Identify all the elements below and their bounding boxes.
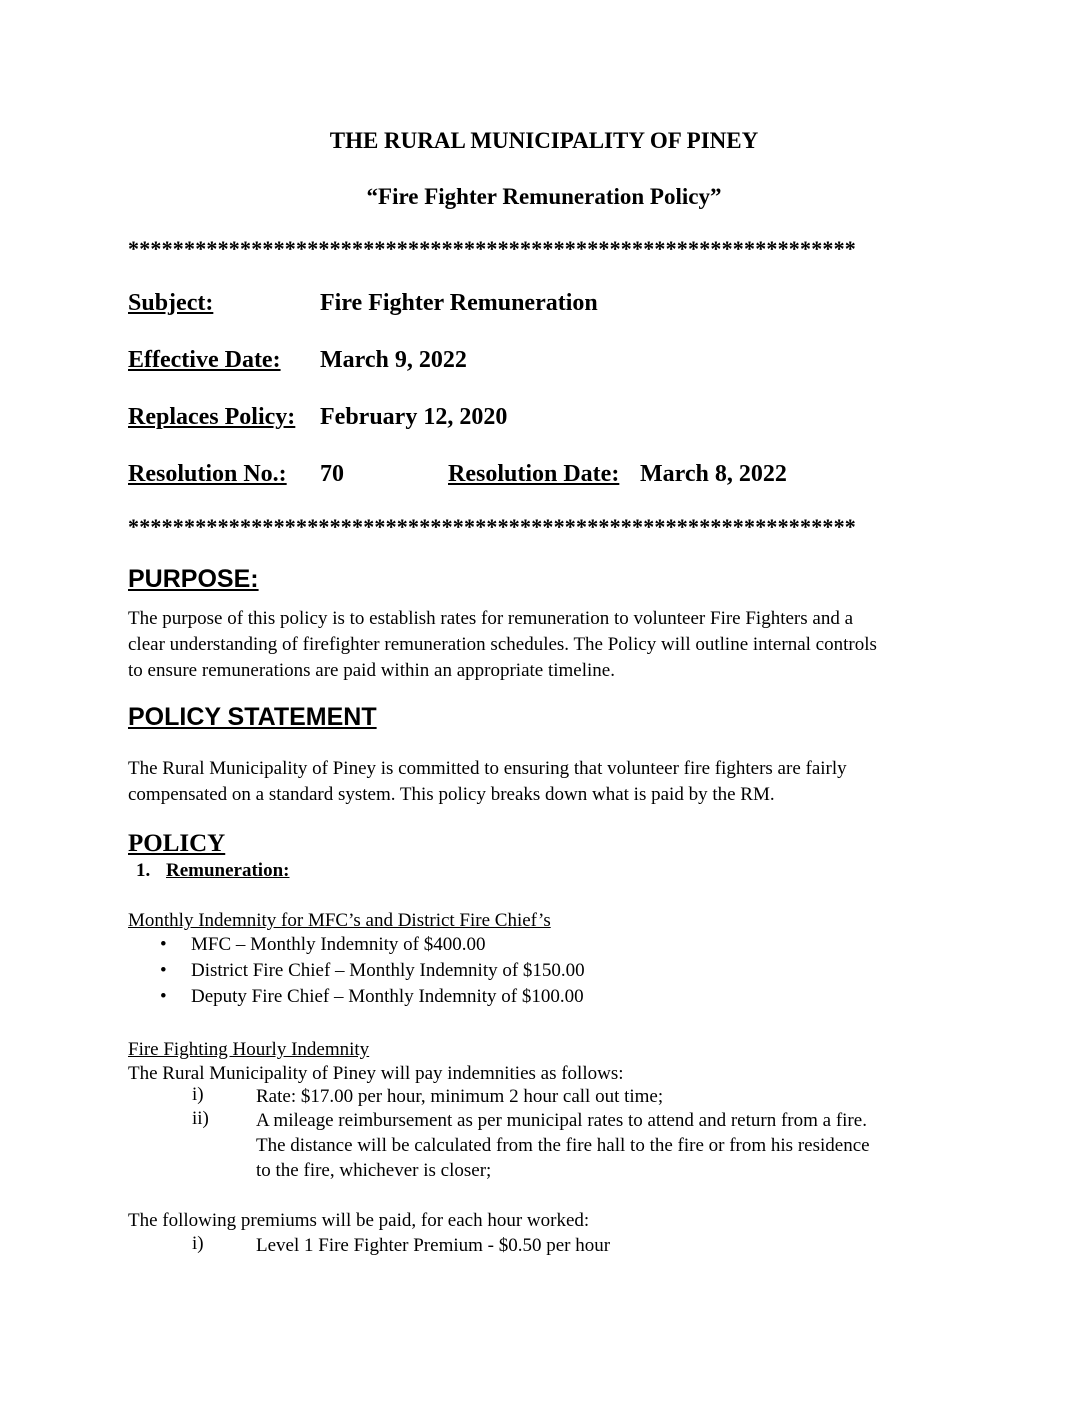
effective-date-value: March 9, 2022 xyxy=(320,347,467,373)
hourly-item-rate: Rate: $17.00 per hour, minimum 2 hour call out time; xyxy=(256,1086,664,1107)
mileage-line: A mileage reimbursement as per municipal rates to attend and return from a fire. xyxy=(256,1110,867,1131)
list-number: i) xyxy=(192,1233,204,1254)
purpose-line: to ensure remunerations are paid within an appropriate timeline. xyxy=(128,660,615,681)
resolution-number-label: Resolution No.: xyxy=(128,461,287,487)
mileage-line: to the fire, whichever is closer; xyxy=(256,1160,492,1181)
replaces-policy-label: Replaces Policy: xyxy=(128,404,296,430)
list-number: i) xyxy=(192,1084,204,1105)
statement-line: The Rural Municipality of Piney is committed to ensuring that volunteer fire fighters are fairly xyxy=(128,758,847,779)
premium-item: Level 1 Fire Fighter Premium - $0.50 per hour xyxy=(256,1235,611,1256)
monthly-indemnity-heading: Monthly Indemnity for MFC’s and District Fire Chief’s xyxy=(128,910,551,931)
bullet-text: Deputy Fire Chief – Monthly Indemnity of $100.00 xyxy=(191,986,584,1007)
policy-heading: POLICY xyxy=(128,830,226,857)
document-title: THE RURAL MUNICIPALITY OF PINEY xyxy=(329,128,759,153)
resolution-date-value: March 8, 2022 xyxy=(640,461,787,487)
hourly-item-mileage xyxy=(256,1108,870,1183)
subject-value: Fire Fighter Remuneration xyxy=(320,290,598,316)
replaces-policy-value: February 12, 2020 xyxy=(320,404,508,430)
effective-date-label: Effective Date: xyxy=(128,347,281,373)
purpose-line: clear understanding of firefighter remuneration schedules. The Policy will outline internal controls xyxy=(128,634,877,655)
bullet-text: MFC – Monthly Indemnity of $400.00 xyxy=(191,934,486,955)
bullet-item xyxy=(160,960,585,982)
hourly-intro: The Rural Municipality of Piney will pay indemnities as follows: xyxy=(128,1063,624,1084)
document-subtitle: “Fire Fighter Remuneration Policy” xyxy=(366,184,722,209)
bullet-item xyxy=(160,934,486,956)
hourly-indemnity-heading: Fire Fighting Hourly Indemnity xyxy=(128,1039,370,1060)
purpose-paragraph xyxy=(128,606,877,684)
bullet-item xyxy=(160,986,584,1008)
bullet-icon: • xyxy=(160,986,167,1007)
separator-top: ***************************************************************** xyxy=(128,236,856,261)
premium-intro: The following premiums will be paid, for each hour worked: xyxy=(128,1210,590,1231)
purpose-heading: PURPOSE: xyxy=(128,565,259,593)
bullet-text: District Fire Chief – Monthly Indemnity of $150.00 xyxy=(191,960,585,981)
section-number: 1. xyxy=(136,860,151,881)
resolution-number-value: 70 xyxy=(320,461,344,487)
separator-bottom: ***************************************************************** xyxy=(128,514,856,539)
remuneration-heading: Remuneration: xyxy=(166,860,290,881)
list-number: ii) xyxy=(192,1108,209,1129)
bullet-icon: • xyxy=(160,934,167,955)
policy-statement-paragraph xyxy=(128,756,847,808)
purpose-line: The purpose of this policy is to establish rates for remuneration to volunteer Fire Fighters and a xyxy=(128,608,853,629)
subject-label: Subject: xyxy=(128,290,214,316)
statement-line: compensated on a standard system. This policy breaks down what is paid by the RM. xyxy=(128,784,775,805)
mileage-line: The distance will be calculated from the fire hall to the fire or from his residence xyxy=(256,1135,870,1156)
policy-statement-heading: POLICY STATEMENT xyxy=(128,703,377,731)
bullet-icon: • xyxy=(160,960,167,981)
resolution-date-label: Resolution Date: xyxy=(448,461,620,487)
